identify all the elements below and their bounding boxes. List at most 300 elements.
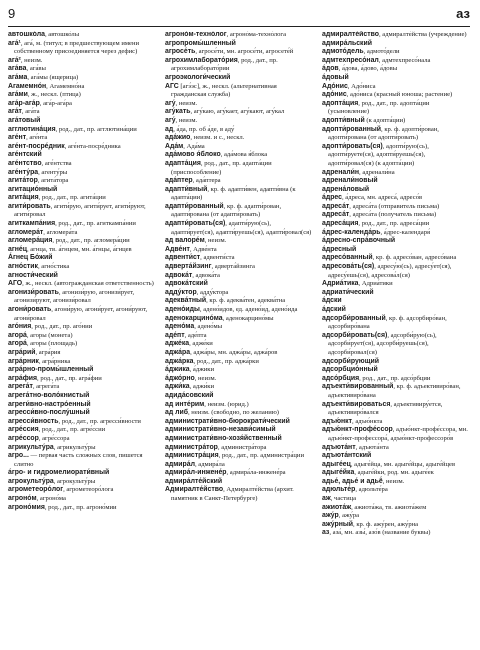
dictionary-entry [322, 512, 470, 521]
entry-definition: , род., дат., пр. агглютина́ции [55, 125, 137, 133]
entry-definition: , род., дат., пр. агита́ции [38, 194, 106, 202]
entry-definition: , род., дат., пр. адопта́ции (усыновление) [328, 99, 430, 116]
entry-definition: , ага́вы [26, 65, 46, 73]
headword: ажиота́ж [322, 503, 352, 511]
dictionary-entry [8, 194, 156, 203]
entry-definition: , агоры (площадь) [26, 340, 78, 348]
dictionary-entry [8, 31, 156, 40]
dictionary-entry [165, 203, 313, 220]
headword: автошко́ла [8, 31, 45, 38]
headword: адверта́йзинг [165, 263, 212, 271]
entry-definition: , адреса́та (получатель письма) [349, 211, 437, 219]
dictionary-entry [165, 366, 313, 375]
headword: ага́ва [8, 65, 27, 73]
entry-definition: , частица [330, 495, 357, 503]
dictionary-entry [165, 126, 313, 135]
entry-definition: , а́джики [189, 366, 215, 374]
dictionary-entry [322, 486, 470, 495]
column-middle [165, 31, 313, 645]
headword: агломера́т [8, 228, 44, 236]
entry-definition: , агнца, тв. а́гнцем, мн. а́гнцы, а́гнцев [26, 245, 132, 253]
dictionary-entry [8, 229, 156, 238]
headword: адапта́ция [165, 159, 201, 167]
headword: адсорбцио́нный [322, 366, 378, 374]
headword: ага́р-ага́р [8, 99, 40, 107]
headword: агреги́вно-настро́енный [8, 400, 91, 408]
entry-definition: , агу́каю, агу́кает, агу́кают, агу́кал [190, 108, 285, 116]
headword: адопти́вный [322, 116, 365, 124]
dictionary-entry [165, 83, 313, 100]
dictionary-entry [165, 469, 313, 478]
headword: адмото́дель [322, 48, 364, 56]
dictionary-entry [8, 358, 156, 367]
entry-definition: , аге́нта-посре́дника [64, 142, 121, 150]
headword: агрикульту́ра [8, 443, 54, 451]
entry-definition: , адопти́рую(сь), адопти́руете(ся), адопти́руешь(ся), адопти́ровал(ся) (к адопта́ции) [328, 142, 429, 167]
dictionary-entry [8, 452, 156, 469]
entry-definition: , адвока́та [192, 271, 220, 279]
entry-definition: , агра́рия [35, 348, 61, 356]
dictionary-entry [165, 280, 313, 289]
entry-definition: , род., дат., пр. аго́нии [31, 323, 93, 331]
dictionary-entry [165, 117, 313, 126]
entry-definition: , род., дат., пр. агра́фии [37, 374, 102, 382]
entry-definition: , адыге́йки, род. мн. адыге́ек [354, 469, 434, 477]
headword: ад валоре́м [165, 237, 205, 245]
headword: адмира́льский [322, 39, 372, 47]
entry-definition: , неизм. [20, 56, 43, 64]
dictionary-entry [165, 151, 313, 160]
dictionary-entry [322, 169, 470, 178]
entry-definition: , адъективиру́ется, адъективиро́вался [328, 400, 443, 417]
dictionary-entry [322, 65, 470, 74]
entry-definition: , кр. ф. адапти́рован, адапти́рована (от адапти́ровать) [171, 202, 282, 219]
entry-definition: , а́дреса, мн. адреса́, адресо́в [342, 194, 423, 202]
dictionary-entry [165, 31, 313, 40]
entry-definition: [агэ́эс], ж., нескл. (альтернативная гражданская служба) [171, 82, 277, 99]
dictionary-entry [165, 220, 313, 237]
dictionary-entry [165, 160, 313, 177]
dictionary-entry [165, 409, 313, 418]
headword: администра́тор [165, 443, 218, 451]
entry-definition: , Агамемно́на [46, 82, 85, 90]
headword: ага́ми [8, 91, 28, 99]
headword: агроно́м-техно́лог [165, 31, 227, 38]
entry-definition: , кр. ф. адапти́вен, адапти́вна (к адапта́ции) [171, 185, 296, 202]
dictionary-entry [8, 126, 156, 135]
dictionary-entry [322, 40, 470, 49]
headword: агра́рно-промы́шленный [8, 366, 94, 374]
dictionary-entry [8, 306, 156, 323]
headword: администрати́вно-бюрократи́ческий [165, 417, 290, 425]
dictionary-entry [165, 40, 313, 49]
entry-definition: , адено́идов, ед. адено́ид, адено́ида [199, 306, 298, 313]
headword: агора́ [8, 340, 27, 348]
dictionary-entry [165, 349, 313, 358]
dictionary-entry [8, 237, 156, 246]
dictionary-entry [8, 177, 156, 186]
dictionary-entry [165, 401, 313, 410]
headword: адвока́т [165, 271, 193, 279]
entry-definition: , адъюта́нта [355, 443, 389, 451]
entry-definition: , род., дат., пр. агресси́вности [58, 417, 141, 425]
entry-definition: , аге́нта [26, 134, 48, 142]
dictionary-entry [165, 263, 313, 272]
dictionary-entry [165, 435, 313, 444]
headword: ад либ [165, 409, 188, 417]
entry-definition: — первая часть сложных слов, пишется слитно [14, 452, 143, 468]
entry-definition: , род., дат., пр. агломера́ции [52, 237, 130, 245]
headword: агре́ссор [8, 434, 39, 442]
dictionary-entry [165, 340, 313, 349]
dictionary-entry [165, 383, 313, 392]
entry-definition: , кр. ф. ажу́рен, ажу́рна [353, 520, 419, 528]
entry-definition: , а́дова, а́дово, а́довы [338, 65, 398, 73]
dictionary-entry [322, 469, 470, 478]
headword: агглютина́ция [8, 125, 56, 133]
headword: адапти́рованный [165, 202, 224, 210]
dictionary-entry [165, 315, 313, 324]
dictionary-entry [8, 151, 156, 160]
dictionary-entry [322, 306, 470, 315]
headword: агломера́ция [8, 237, 53, 245]
entry-definition: , а́да, пр. об а́де, в аду́ [173, 125, 235, 133]
entry-definition: , род., дат., пр. аджа́рки [193, 357, 259, 365]
headword: адено́ма [165, 323, 195, 331]
entry-definition: , адмира́ла [194, 460, 225, 468]
headword: ага́т [8, 108, 22, 116]
headword: ага́товый [8, 116, 41, 124]
running-head: аз [456, 6, 470, 21]
dictionary-entry [322, 332, 470, 358]
dictionary-entry [165, 323, 313, 332]
headword: а́дский [322, 306, 346, 313]
headword: адено́иды [165, 306, 200, 313]
headword: агра́рник [8, 357, 39, 365]
entry-definition: , агити́рую, агити́рует, агити́руют, агити́ровал [14, 202, 146, 219]
headword: агрокульту́ра [8, 477, 54, 485]
dictionary-entry [165, 186, 313, 203]
dictionary-entry [322, 83, 470, 92]
headword: агне́ц [8, 245, 27, 253]
dictionary-entry [165, 297, 313, 306]
headword: а́джо́рно [165, 374, 195, 382]
dictionary-entry [165, 306, 313, 315]
dictionary-entry [322, 211, 470, 220]
headword: Адо́нис [322, 82, 348, 90]
dictionary-entry [165, 461, 313, 470]
entry-definition: , кр. ф. адеква́тен, адеква́тна [206, 297, 286, 305]
dictionary-entry [8, 401, 156, 410]
entry-definition: , род., дат., пр. адреса́ции [358, 220, 430, 228]
entry-definition: , адено́мы [194, 323, 223, 331]
headword: агрометеоро́лог [8, 486, 64, 494]
dictionary-entry [322, 31, 470, 40]
headword: агре́ссия [8, 426, 39, 434]
dictionary-entry [165, 74, 313, 83]
dictionary-entry [8, 289, 156, 306]
entry-definition: , ажиота́жа, тв. ажиота́жем [351, 503, 427, 511]
headword: адъю́нкт-профе́ссор [322, 426, 393, 434]
page-number: 9 [8, 6, 16, 21]
dictionary-entry [322, 401, 470, 418]
entry-definition: , адмира́ла-инжене́ра [226, 469, 286, 477]
headword: ажу́рный [322, 520, 354, 528]
dictionary-entry [8, 186, 156, 195]
dictionary-entry [165, 134, 313, 143]
dictionary-entry [8, 83, 156, 92]
headword: аденокарцино́ма [165, 314, 223, 322]
dictionary-entry [322, 237, 470, 246]
dictionary-entry [8, 392, 156, 401]
dictionary-entry [322, 177, 470, 186]
dictionary-entry [8, 91, 156, 100]
dictionary-entry [8, 486, 156, 495]
headword: а́гро- и гидромелиорати́вный [8, 469, 110, 477]
headword: адреса́т [322, 211, 350, 219]
headword: агитацио́нный [8, 185, 58, 193]
headword: агрега́т [8, 383, 33, 391]
dictionary-entry [322, 143, 470, 169]
dictionary-entry [8, 263, 156, 272]
entry-definition: , агроно́ма-техно́лога [226, 31, 287, 38]
entry-definition: , Адриа́тики [358, 280, 393, 288]
headword: агу́кать [165, 108, 191, 116]
entry-definition: , агно́стика [37, 263, 70, 271]
headword: Агамемно́н [8, 82, 47, 90]
dictionary-entry [322, 254, 470, 263]
entry-definition: , ада́птера [192, 177, 221, 185]
dictionary-entry [322, 229, 470, 238]
entry-definition: , агенту́ры [38, 168, 68, 176]
dictionary-entry [322, 444, 470, 453]
entry-definition: , адъю́нкта [352, 417, 383, 425]
entry-definition: , кр. ф. адъективиро́ван, адъективиро́вана [328, 383, 461, 399]
dictionary-entry [165, 392, 313, 401]
headword: а́дресно-спра́вочный [322, 237, 396, 245]
dictionary-entry [8, 74, 156, 83]
dictionary-entry [8, 323, 156, 332]
entry-definition: , неизм. [175, 116, 198, 124]
headword: администрати́вно-незави́симый [165, 426, 276, 434]
headword: агиткампа́ния [8, 220, 56, 228]
dictionary-entry [322, 461, 470, 470]
headword: аге́нт [8, 134, 27, 142]
entry-definition: , род., дат., пр. адсо́рбции [359, 374, 431, 382]
entry-definition: , кр. ф. адопти́рован, адопти́рована (от адопти́ровать) [328, 125, 439, 142]
dictionary-entry [165, 358, 313, 367]
entry-definition: , адвенти́ста [200, 254, 235, 262]
entry-columns [8, 31, 470, 645]
headword: А́гнец Бо́жий [8, 254, 53, 262]
headword: адеква́тный [165, 297, 207, 305]
dictionary-entry [165, 444, 313, 453]
headword: адриати́ческий [322, 288, 374, 296]
headword: ага́² [8, 56, 21, 64]
headword: администра́ция [165, 452, 219, 460]
entry-definition: , неизм. [204, 237, 227, 245]
headword: аде́пт [165, 331, 185, 339]
dictionary-entry [322, 358, 470, 367]
dictionary-entry [8, 495, 156, 504]
entry-definition: , ага́мы (ящерица) [27, 73, 79, 81]
headword: адо́нис [322, 91, 347, 99]
dictionary-entry [322, 126, 470, 143]
entry-definition: , агроно́ма [36, 495, 66, 503]
headword: адреса́ция [322, 220, 359, 228]
headword: адмира́лте́йский [165, 477, 223, 485]
dictionary-entry [165, 272, 313, 281]
headword: ада́жио [165, 134, 191, 142]
headword: адюльте́р [322, 486, 356, 494]
dictionary-entry [8, 444, 156, 453]
entry-definition: , агита́тора [37, 177, 69, 185]
headword: адвока́тский [165, 280, 208, 288]
headword: агита́тор [8, 177, 38, 185]
headword: адопта́ция [322, 99, 359, 107]
headword: адье́, адье́ и адьё́ [322, 477, 383, 485]
headword: агра́рий [8, 348, 36, 356]
dictionary-entry [165, 426, 313, 435]
entry-definition: , адмото́дели [363, 48, 400, 56]
headword: агонизи́ровать [8, 288, 59, 296]
headword: адъекти́вированный [322, 383, 394, 391]
dictionary-entry [165, 254, 313, 263]
dictionary-entry [8, 108, 156, 117]
headword: адрена́ловый [322, 185, 370, 193]
dictionary-entry [165, 486, 313, 503]
headword: агу́ [165, 99, 176, 107]
entry-definition: , аденокарцино́мы [222, 314, 274, 322]
entry-definition: , аза́, мн. азы́, азо́в (название буквы) [329, 529, 431, 537]
entry-definition: , агре́ссора [38, 434, 70, 442]
dictionary-entry [322, 383, 470, 400]
dictionary-entry [322, 452, 470, 461]
headword: агросе́ть [165, 48, 196, 56]
dictionary-entry [8, 435, 156, 444]
headword: агора́ [8, 331, 27, 339]
headword: АГС [165, 82, 179, 90]
headword: агити́ровать [8, 202, 51, 210]
headword: адыге́ец [322, 460, 351, 468]
headword: адсо́рбция [322, 374, 360, 382]
dictionary-entry [322, 366, 470, 375]
dictionary-entry [322, 280, 470, 289]
headword: Адмиралте́йство [165, 486, 224, 494]
entry-definition: , Адве́нта [189, 245, 217, 253]
entry-definition: , род., дат., пр. администра́ции [218, 452, 304, 460]
entry-definition: , агрега́та [32, 383, 60, 391]
dictionary-entry [322, 426, 470, 443]
dictionary-entry [165, 57, 313, 74]
dictionary-entry [322, 289, 470, 298]
entry-definition: , кр. ф. адресо́ван, адресо́вана [372, 254, 457, 262]
headword: агресси́вность [8, 417, 59, 425]
headword: агно́стик [8, 263, 38, 271]
headword: аге́нт-посре́дник [8, 142, 65, 150]
headword: агони́ровать [8, 306, 52, 313]
headword: адреса́т [322, 202, 350, 210]
entry-definition: , ада́мова я́блока [220, 151, 268, 159]
dictionary-entry [8, 469, 156, 478]
entry-definition: , адапти́рую(сь), адапти́рует(ся), адапти́руешь(ся), адапти́ровал(ся) [171, 220, 312, 236]
headword: администрати́вно-хозя́йственный [165, 434, 282, 442]
entry-definition: , Ада́ма [183, 142, 205, 150]
column-left [8, 31, 156, 645]
entry-definition: , ага́р-ага́ра [39, 99, 72, 107]
headword: ад инте́рим [165, 400, 205, 408]
entry-definition: , а́дрес-календаря́ [380, 228, 431, 236]
entry-definition: , агони́рую, агони́рует, агони́руют, агони́ровал [14, 306, 148, 322]
page-header [8, 6, 470, 27]
headword: агрега́тно-воло́книстый [8, 391, 90, 399]
dictionary-entry [322, 186, 470, 195]
headword: аджа́рка [165, 357, 194, 365]
dictionary-entry [322, 495, 470, 504]
headword: Ада́м [165, 142, 184, 150]
headword: а́довый [322, 73, 349, 81]
entry-definition: , адресу́ю(сь), адресу́ет(ся), адресу́ешь(ся), адресова́л(ся) [328, 263, 452, 279]
headword: адъю́нкт [322, 417, 353, 425]
entry-definition: , агоры (монета) [26, 331, 73, 339]
entry-definition: , агросе́ти, мн. агросе́ти, агросете́й [195, 48, 294, 56]
headword: ада́птер [165, 177, 193, 185]
entry-definition: , адыге́йца, мн. адыге́йцы, адыге́йцев [350, 460, 456, 468]
dictionary-entry [165, 237, 313, 246]
entry-definition: , род., дат., пр. агрохимлаборато́рии [171, 56, 278, 73]
headword: а́дрес-календа́рь [322, 228, 381, 236]
headword: аге́нтский [8, 151, 42, 159]
dictionary-entry [8, 383, 156, 392]
entry-definition: , адмтехпресо́нала [378, 56, 431, 64]
entry-definition: , агрокульту́ры [53, 477, 96, 485]
headword: а́дресный [322, 245, 357, 253]
entry-definition: , аге́нтства [41, 159, 72, 167]
headword: а́дски [322, 297, 342, 305]
headword: адвенти́ст [165, 254, 201, 262]
headword: а́дрес [322, 194, 342, 202]
headword: аге́нту́ра [8, 168, 39, 176]
headword: агу́ [165, 116, 176, 124]
dictionary-entry [165, 48, 313, 57]
headword: адмиралте́йство [322, 31, 379, 38]
dictionary-entry [322, 117, 470, 126]
headword: Адриа́тика [322, 280, 359, 288]
headword: аге́нтство [8, 159, 42, 167]
dictionary-entry [8, 254, 156, 263]
dictionary-entry [8, 220, 156, 229]
dictionary-entry [8, 366, 156, 375]
entry-definition: , ага́та [21, 108, 40, 116]
headword: адсорби́рованный [322, 314, 386, 322]
entry-definition: , адже́ки [189, 340, 213, 348]
headword: а́джика [165, 366, 190, 374]
dictionary-entry [322, 91, 470, 100]
headword: агрохимлаборато́рия [165, 56, 238, 64]
entry-definition: , ажу́ра [338, 512, 360, 520]
headword: Адве́нт [165, 245, 190, 253]
headword: адду́ктор [165, 288, 197, 296]
dictionary-entry [322, 529, 470, 538]
entry-definition: , аджи́ки [189, 383, 215, 391]
headword: аж [322, 495, 331, 503]
entry-definition: , администра́тора [217, 443, 267, 451]
headword: адъюта́нтский [322, 452, 372, 460]
dictionary-entry [8, 40, 156, 57]
headword: агита́ция [8, 194, 39, 202]
dictionary-entry [322, 220, 470, 229]
headword: адренали́новый [322, 177, 378, 185]
